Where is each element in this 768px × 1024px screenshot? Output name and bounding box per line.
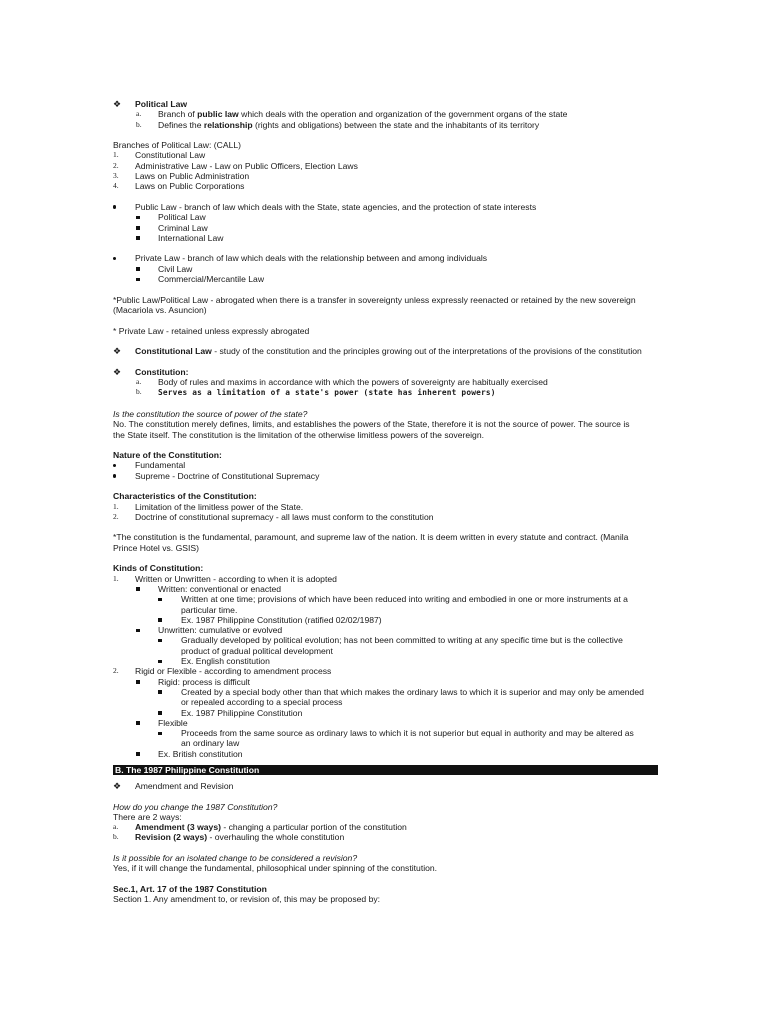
kind-detail: Ex. English constitution <box>113 656 658 666</box>
square-bullet-icon <box>136 629 140 633</box>
abrogation-note: *Public Law/Political Law - abrogated when there is a transfer in sovereignty unless expressly reenacted or retained by the new sovereign <box>113 294 636 305</box>
square-bullet-icon <box>136 587 140 591</box>
supreme-law-note-case: Prince Hotel vs. GSIS) <box>113 542 199 553</box>
amendment-revision-item: ❖ Amendment and Revision <box>113 781 234 791</box>
ways-count: There are 2 ways: <box>113 811 182 822</box>
amendment-way: a. Amendment (3 ways) - changing a particular portion of the constitution <box>113 822 407 833</box>
square-bullet-icon <box>158 711 162 715</box>
square-bullet-icon <box>158 732 162 736</box>
section-b-heading-bar: B. The 1987 Philippine Constitution <box>113 765 658 775</box>
how-change-question: How do you change the 1987 Constitution? <box>113 801 278 812</box>
branch-item: 2. Administrative Law - Law on Public Officers, Election Laws <box>113 160 358 171</box>
kind-subitem: Ex. British constitution <box>113 749 658 759</box>
kind-detail-cont: particular time. <box>181 604 238 615</box>
bullet-icon <box>113 464 116 467</box>
private-law-subitem: Commercial/Mercantile Law <box>113 274 658 284</box>
kind-detail-cont: an ordinary law <box>181 738 240 749</box>
supreme-law-note: *The constitution is the fundamental, paramount, and supreme law of the nation. It is deem written in every statute and contract. (Manila <box>113 532 629 543</box>
public-law-item: Public Law - branch of law which deals with the State, state agencies, and the protection of state interests <box>113 202 658 212</box>
political-law-heading: ❖ Political Law <box>113 99 188 109</box>
constitutional-law-item: ❖ Constitutional Law - study of the constitution and the principles growing out of the interpretations of the provisions of the constitution <box>113 346 642 357</box>
kind-item: 2. Rigid or Flexible - according to amendment process <box>113 666 332 677</box>
isolated-change-question: Is it possible for an isolated change to be considered a revision? <box>113 853 358 864</box>
constitution-def-a: a. Body of rules and maxims in accordance with which the powers of sovereignty are habitually exercised <box>136 377 548 388</box>
diamond-bullet-icon: ❖ <box>113 99 122 109</box>
source-answer-line: No. The constitution merely defines, limits, and establishes the powers of the State, therefore it is not the source of power. The source is <box>113 419 630 430</box>
branch-item: 1. Constitutional Law <box>113 150 206 161</box>
characteristics-heading: Characteristics of the Constitution: <box>113 491 257 502</box>
private-law-subitem: Civil Law <box>113 264 658 274</box>
kind-detail: Ex. 1987 Philippine Constitution <box>113 708 658 718</box>
section-text: Section 1. Any amendment to, or revision of, this may be proposed by: <box>113 894 381 905</box>
source-question: Is the constitution the source of power of the state? <box>113 408 308 419</box>
section-heading: Sec.1, Art. 17 of the 1987 Constitution <box>113 883 267 894</box>
kind-detail: Gradually developed by political evolution; has not been committed to writing at any specific time but is the collective <box>113 635 658 645</box>
square-bullet-icon <box>136 721 140 725</box>
square-bullet-icon <box>136 216 140 220</box>
nature-item: Supreme - Doctrine of Constitutional Supremacy <box>113 471 658 481</box>
kind-subitem: Flexible <box>113 718 658 728</box>
constitution-def-b: b. Serves as a limitation of a state's power (state has inherent powers) <box>136 387 496 398</box>
isolated-change-answer: Yes, if it will change the fundamental, philosophical under spinning of the constitution. <box>113 863 438 874</box>
public-law-subitem: Criminal Law <box>113 223 658 233</box>
bullet-icon <box>113 257 116 260</box>
kind-detail: Proceeds from the same source as ordinary laws to which it is not superior but equal in authority and may be altered as <box>113 728 658 738</box>
diamond-bullet-icon: ❖ <box>113 781 122 791</box>
private-law-note: * Private Law - retained unless expressly abrogated <box>113 325 310 336</box>
diamond-bullet-icon: ❖ <box>113 366 122 377</box>
square-bullet-icon <box>136 752 140 756</box>
kind-subitem: Unwritten: cumulative or evolved <box>113 625 658 635</box>
kind-item: 1. Written or Unwritten - according to when it is adopted <box>113 573 337 584</box>
kind-detail: Written at one time; provisions of which have been reduced into writing and embodied in one or more instruments at a <box>113 594 658 604</box>
diamond-bullet-icon: ❖ <box>113 346 122 357</box>
private-law-item: Private Law - branch of law which deals with the relationship between and among individuals <box>113 253 658 263</box>
square-bullet-icon <box>158 690 162 694</box>
branch-item: 3. Laws on Public Administration <box>113 171 250 182</box>
square-bullet-icon <box>136 680 140 684</box>
kind-detail-cont: product of gradual political development <box>181 645 333 656</box>
square-bullet-icon <box>136 278 140 282</box>
kinds-heading: Kinds of Constitution: <box>113 563 204 574</box>
characteristics-item: 2. Doctrine of constitutional supremacy - all laws must conform to the constitution <box>113 511 434 522</box>
abrogation-note-case: (Macariola vs. Asuncion) <box>113 304 207 315</box>
political-law-def-a: a. Branch of public law which deals with the operation and organization of the government organs of the state <box>136 109 568 120</box>
nature-heading: Nature of the Constitution: <box>113 450 222 461</box>
branch-item: 4. Laws on Public Corporations <box>113 181 245 192</box>
nature-item: Fundamental <box>113 460 658 470</box>
document-page <box>113 99 658 905</box>
bullet-icon <box>113 205 116 208</box>
kind-detail: Created by a special body other than that which makes the ordinary laws to which it is superior and may only be amended <box>113 687 658 697</box>
square-bullet-icon <box>136 267 140 271</box>
square-bullet-icon <box>158 598 162 602</box>
constitution-heading: ❖ Constitution: <box>113 366 189 377</box>
square-bullet-icon <box>158 639 162 643</box>
branches-title: Branches of Political Law: (CALL) <box>113 140 242 151</box>
source-answer-line: the State itself. The constitution is the limitation of the otherwise limitless powers of the sovereign. <box>113 429 484 440</box>
public-law-subitem: Political Law <box>113 212 658 222</box>
square-bullet-icon <box>136 226 140 230</box>
public-law-subitem: International Law <box>113 233 658 243</box>
kind-detail: Ex. 1987 Philippine Constitution (ratified 02/02/1987) <box>113 615 658 625</box>
kind-subitem: Rigid: process is difficult <box>113 677 658 687</box>
kind-subitem: Written: conventional or enacted <box>113 584 658 594</box>
bullet-icon <box>113 474 116 477</box>
square-bullet-icon <box>136 236 140 240</box>
kind-detail-cont: or repealed according to a special process <box>181 697 343 708</box>
revision-way: b. Revision (2 ways) - overhauling the whole constitution <box>113 832 345 843</box>
characteristics-item: 1. Limitation of the limitless power of the State. <box>113 501 304 512</box>
square-bullet-icon <box>158 618 162 622</box>
political-law-def-b: b. Defines the relationship (rights and obligations) between the state and the inhabitants of its territory <box>136 119 540 130</box>
square-bullet-icon <box>158 660 162 664</box>
